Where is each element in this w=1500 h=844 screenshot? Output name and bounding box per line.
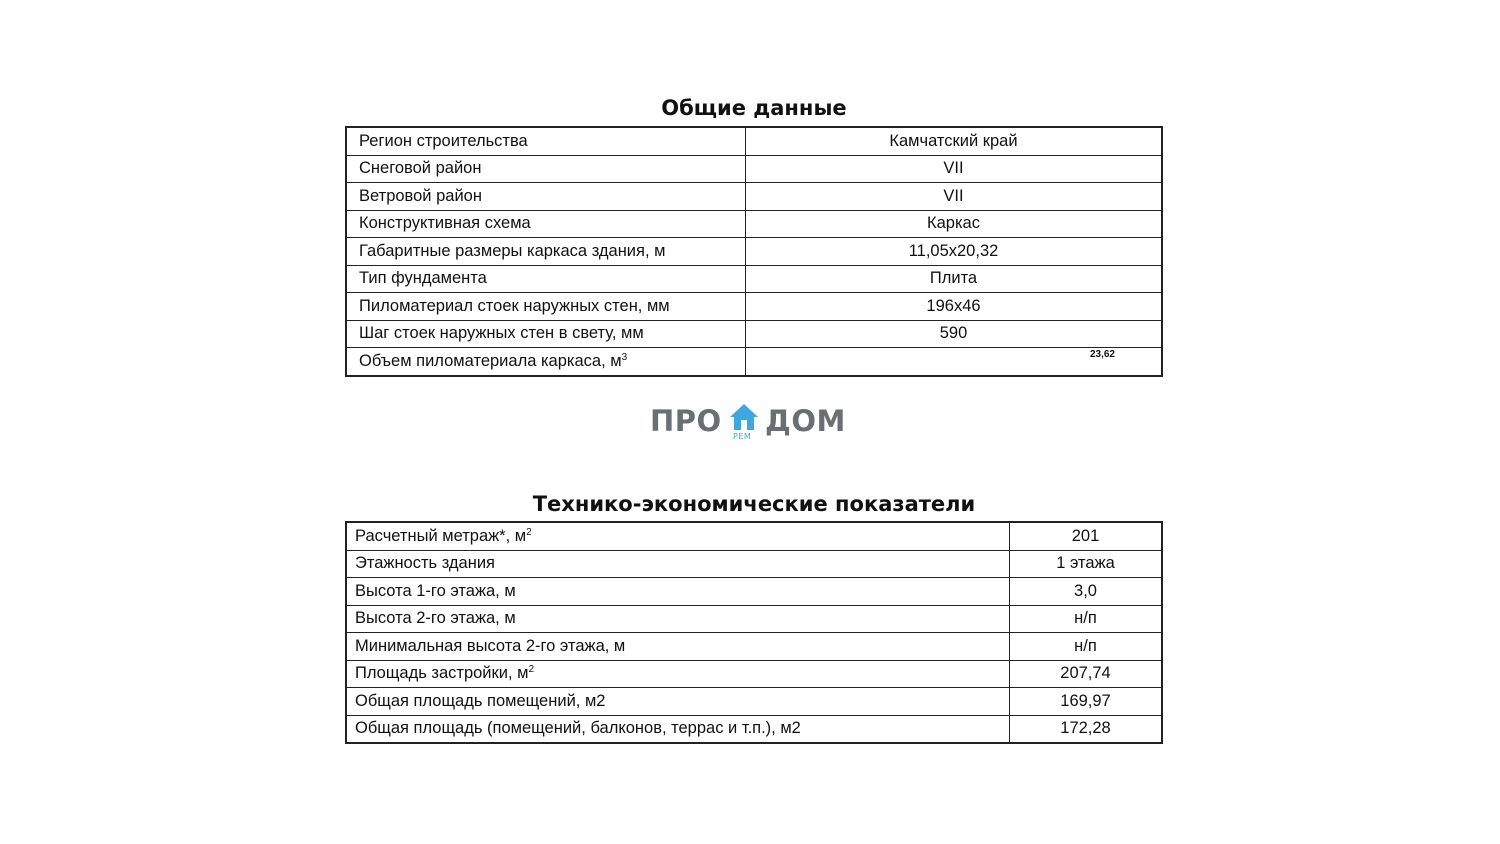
table-row	[346, 183, 1162, 211]
table-row	[346, 320, 1162, 348]
table-row	[346, 265, 1162, 293]
row-label	[346, 660, 1010, 688]
row-label-text: Объем пиломатериала каркаса, м	[359, 351, 622, 370]
row-value: 196х46	[746, 293, 1163, 321]
logo-text-left: ПРО	[650, 404, 722, 438]
table-row	[346, 127, 1162, 155]
row-label: Тип фундамента	[346, 265, 746, 293]
row-label: Этажность здания	[346, 550, 1010, 578]
table-row	[346, 633, 1162, 661]
row-label: Пиломатериал стоек наружных стен, мм	[346, 293, 746, 321]
table-row	[346, 660, 1162, 688]
row-value: 207,74	[1010, 660, 1163, 688]
row-value: 23,62	[1089, 349, 1115, 360]
row-value: Плита	[746, 265, 1163, 293]
row-label	[346, 522, 1010, 550]
logo-text-right: ДОМ	[765, 404, 846, 438]
row-value: 3,0	[1010, 578, 1163, 606]
tech-indicators-title: Технико-экономические показатели	[532, 492, 976, 516]
tech-indicators-table	[345, 521, 1163, 744]
row-label: Габаритные размеры каркаса здания, м	[346, 238, 746, 266]
row-label: Общая площадь (помещений, балконов, террас и т.п.), м2	[346, 715, 1010, 743]
row-label: Регион строительства	[346, 127, 746, 155]
row-value: н/п	[1010, 605, 1163, 633]
house-icon	[729, 402, 759, 432]
row-value: VII	[746, 155, 1163, 183]
table-row	[346, 578, 1162, 606]
table-row	[346, 522, 1162, 550]
logo-small-text: РЕМ	[733, 432, 752, 441]
row-value: 201	[1010, 522, 1163, 550]
row-value: Каркас	[746, 210, 1163, 238]
row-value: Камчатский край	[746, 127, 1163, 155]
table-row	[346, 605, 1162, 633]
general-data-table	[345, 126, 1163, 377]
prodom-logo	[650, 402, 850, 444]
row-value: н/п	[1010, 633, 1163, 661]
table-row	[346, 688, 1162, 716]
row-label: Общая площадь помещений, м2	[346, 688, 1010, 716]
row-value: 172,28	[1010, 715, 1163, 743]
row-label-text: Площадь застройки, м	[355, 664, 529, 683]
table-row	[346, 210, 1162, 238]
table-row	[346, 550, 1162, 578]
row-value: 590	[746, 320, 1163, 348]
unit-superscript: 3	[621, 351, 628, 363]
row-label: Высота 2-го этажа, м	[346, 605, 1010, 633]
table-row	[346, 348, 1162, 376]
row-label: Ветровой район	[346, 183, 746, 211]
table-row	[346, 293, 1162, 321]
row-value: 1 этажа	[1010, 550, 1163, 578]
table-row	[346, 715, 1162, 743]
row-value: 169,97	[1010, 688, 1163, 716]
table-row	[346, 238, 1162, 266]
row-value: VII	[746, 183, 1163, 211]
row-label	[346, 348, 746, 376]
unit-superscript: 2	[526, 526, 532, 538]
row-label: Снеговой район	[346, 155, 746, 183]
row-label: Конструктивная схема	[346, 210, 746, 238]
general-data-title: Общие данные	[661, 96, 847, 120]
table-row	[346, 155, 1162, 183]
row-label: Шаг стоек наружных стен в свету, мм	[346, 320, 746, 348]
unit-superscript: 2	[528, 664, 535, 676]
row-value-cell	[746, 348, 1163, 376]
row-label-text: Расчетный метраж*, м	[355, 526, 527, 545]
row-value: 11,05х20,32	[746, 238, 1163, 266]
row-label: Минимальная высота 2-го этажа, м	[346, 633, 1010, 661]
row-label: Высота 1-го этажа, м	[346, 578, 1010, 606]
